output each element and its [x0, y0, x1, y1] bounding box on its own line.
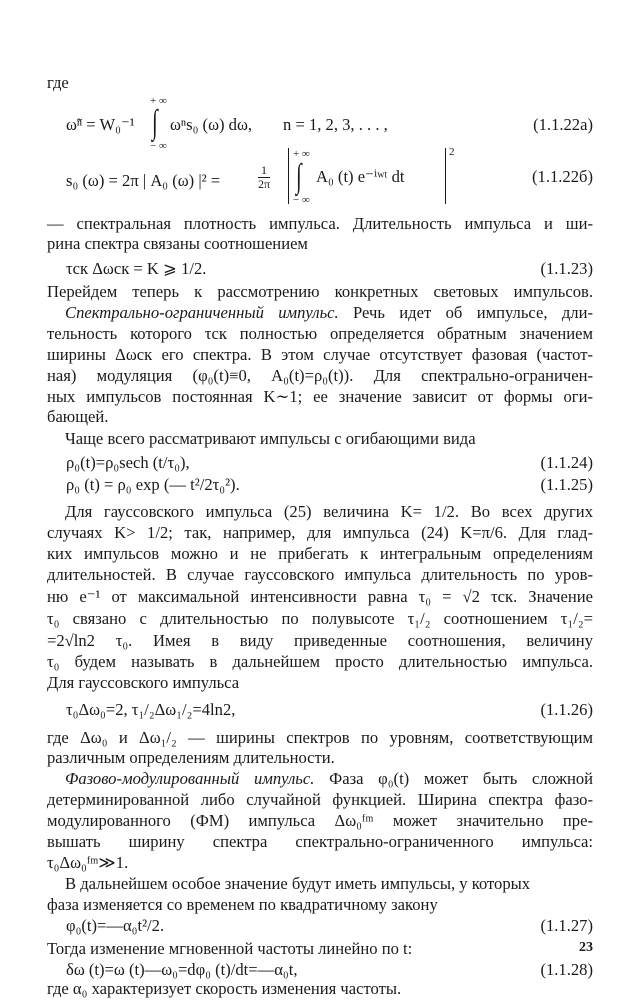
- text-fragment: Речь идет об импульсе, дли-: [338, 303, 593, 322]
- equation-lhs: ω̃ⁿ = W₀⁻¹: [66, 115, 135, 134]
- equation: ρ₀(t)=ρ₀sech (t/τ₀),: [66, 453, 190, 472]
- text-line: Перейдем теперь к рассмотрению конкретных световых импульсов.: [47, 282, 593, 301]
- text-line: тельность которого τск полностью определяется обратным значением: [47, 324, 593, 343]
- text-line: рина спектра связаны соотношением: [47, 234, 308, 253]
- text-line: τ₀ связано с длительностью по полувысоте τ₁/₂ соотношением τ₁/₂=: [47, 609, 593, 628]
- equation-number: (1.1.23): [540, 259, 593, 278]
- equation-number: (1.1.24): [540, 453, 593, 472]
- text-line: случаях K> 1/2; так, например, для импульса (24) K=π/6. Для глад-: [47, 523, 593, 542]
- text-line: где Δω₀ и Δω₁/₂ — ширины спектров по уровням, соответствующим: [47, 728, 593, 747]
- text-line: длительностей. В случае гауссовского импульса длительность по уров-: [47, 565, 593, 584]
- text-line: где: [47, 73, 69, 92]
- text-fragment: Фаза φ₀(t) может быть сложной: [314, 769, 594, 788]
- fraction: [258, 164, 270, 191]
- text-line: В дальнейшем особое значение будут иметь импульсы, у которых: [65, 874, 531, 893]
- equation: ρ₀ (t) = ρ₀ exp (— t²/2τ₀²).: [66, 475, 240, 494]
- equation-body: ωⁿs₀ (ω) dω,: [170, 115, 253, 134]
- integral-sign: ∫: [296, 158, 302, 195]
- text-line: детерминированной либо случайной функцией. Ширина спектра фазо-: [47, 790, 593, 809]
- integral-upper-limit: + ∞: [293, 148, 310, 160]
- equation-number: (1.1.28): [540, 960, 593, 979]
- text-line: τ₀ будем называть в дальнейшем просто длительностью импульса.: [47, 652, 593, 671]
- equation-number: (1.1.22а): [533, 115, 593, 134]
- text-line: различным определениям длительности.: [47, 748, 335, 767]
- text-line: Тогда изменение мгновенной частоты линейно по t:: [47, 939, 413, 958]
- text-line: Для гауссовского импульса: [47, 673, 240, 692]
- text-line: [65, 768, 593, 790]
- fraction-numerator: 1: [258, 164, 270, 178]
- exponent: 2: [449, 146, 455, 158]
- equation: τск Δωск = K ⩾ 1/2.: [66, 259, 207, 278]
- equation: τ₀Δω₀=2, τ₁/₂Δω₁/₂=4ln2,: [66, 700, 236, 719]
- section-heading: Спектрально-ограниченный импульс.: [65, 303, 339, 322]
- abs-bar-left: [288, 148, 289, 204]
- equation-body: A₀ (t) e⁻ⁱʷᵗ dt: [316, 167, 405, 186]
- equation-number: (1.1.27): [540, 916, 593, 935]
- text-line: ширины Δωск его спектра. В этом случае отсутствует фазовая (частот-: [47, 345, 593, 364]
- fraction-denominator: 2π: [258, 177, 271, 191]
- equation-number: (1.1.22б): [532, 167, 593, 186]
- integral-lower-limit: − ∞: [150, 140, 167, 152]
- text-line: бающей.: [47, 407, 109, 426]
- text-line: =2√ln2 τ₀. Имея в виду приведенные соотношения, величину: [47, 631, 593, 650]
- text-line: фаза изменяется со временем по квадратичному закону: [47, 895, 438, 914]
- page-number: 23: [579, 940, 593, 955]
- text-line: τ₀Δω₀ᶠᵐ≫1.: [47, 853, 129, 872]
- equation-number: (1.1.26): [540, 700, 593, 719]
- equation: φ₀(t)=—α₀t²/2.: [66, 916, 165, 935]
- text-line: [65, 302, 593, 324]
- text-line: Чаще всего рассматривают импульсы с огибающими вида: [65, 429, 476, 448]
- equation-number: (1.1.25): [540, 475, 593, 494]
- equation-lhs: s₀ (ω) = 2π | A₀ (ω) |² =: [66, 171, 221, 190]
- text-line: ких импульсов можно и не прибегать к интегральным определениям: [47, 544, 593, 563]
- text-line: где α₀ характеризует скорость изменения частоты.: [47, 979, 402, 998]
- abs-bar-right: [445, 148, 446, 204]
- text-line: Для гауссовского импульса (25) величина K= 1/2. Во всех других: [65, 502, 593, 521]
- section-heading: Фазово-модулированный импульс.: [65, 769, 315, 788]
- text-line: ных импульсов постоянная K∼1; ее значение зависит от формы оги-: [47, 387, 593, 406]
- text-line: ню e⁻¹ от максимальной интенсивности равна τ₀ = √2 τск. Значение: [47, 587, 593, 606]
- text-line: модулированного (ФМ) импульса Δω₀ᶠᵐ может значительно пре-: [47, 811, 593, 830]
- text-line: вышать ширину спектра спектрально-ограниченного импульса:: [47, 832, 593, 851]
- equation: δω (t)=ω (t)—ω₀=dφ₀ (t)/dt=—α₀t,: [66, 960, 298, 979]
- text-line: ная) модуляция (φ₀(t)≡0, A₀(t)=ρ₀(t)). Для спектрально-ограничен-: [47, 366, 593, 385]
- integral-lower-limit: − ∞: [293, 194, 310, 206]
- text-line: — спектральная плотность импульса. Длительность импульса и ши-: [47, 214, 593, 233]
- integral-sign: ∫: [152, 104, 158, 141]
- integral-upper-limit: + ∞: [150, 95, 167, 107]
- equation-range: n = 1, 2, 3, . . . ,: [283, 115, 388, 134]
